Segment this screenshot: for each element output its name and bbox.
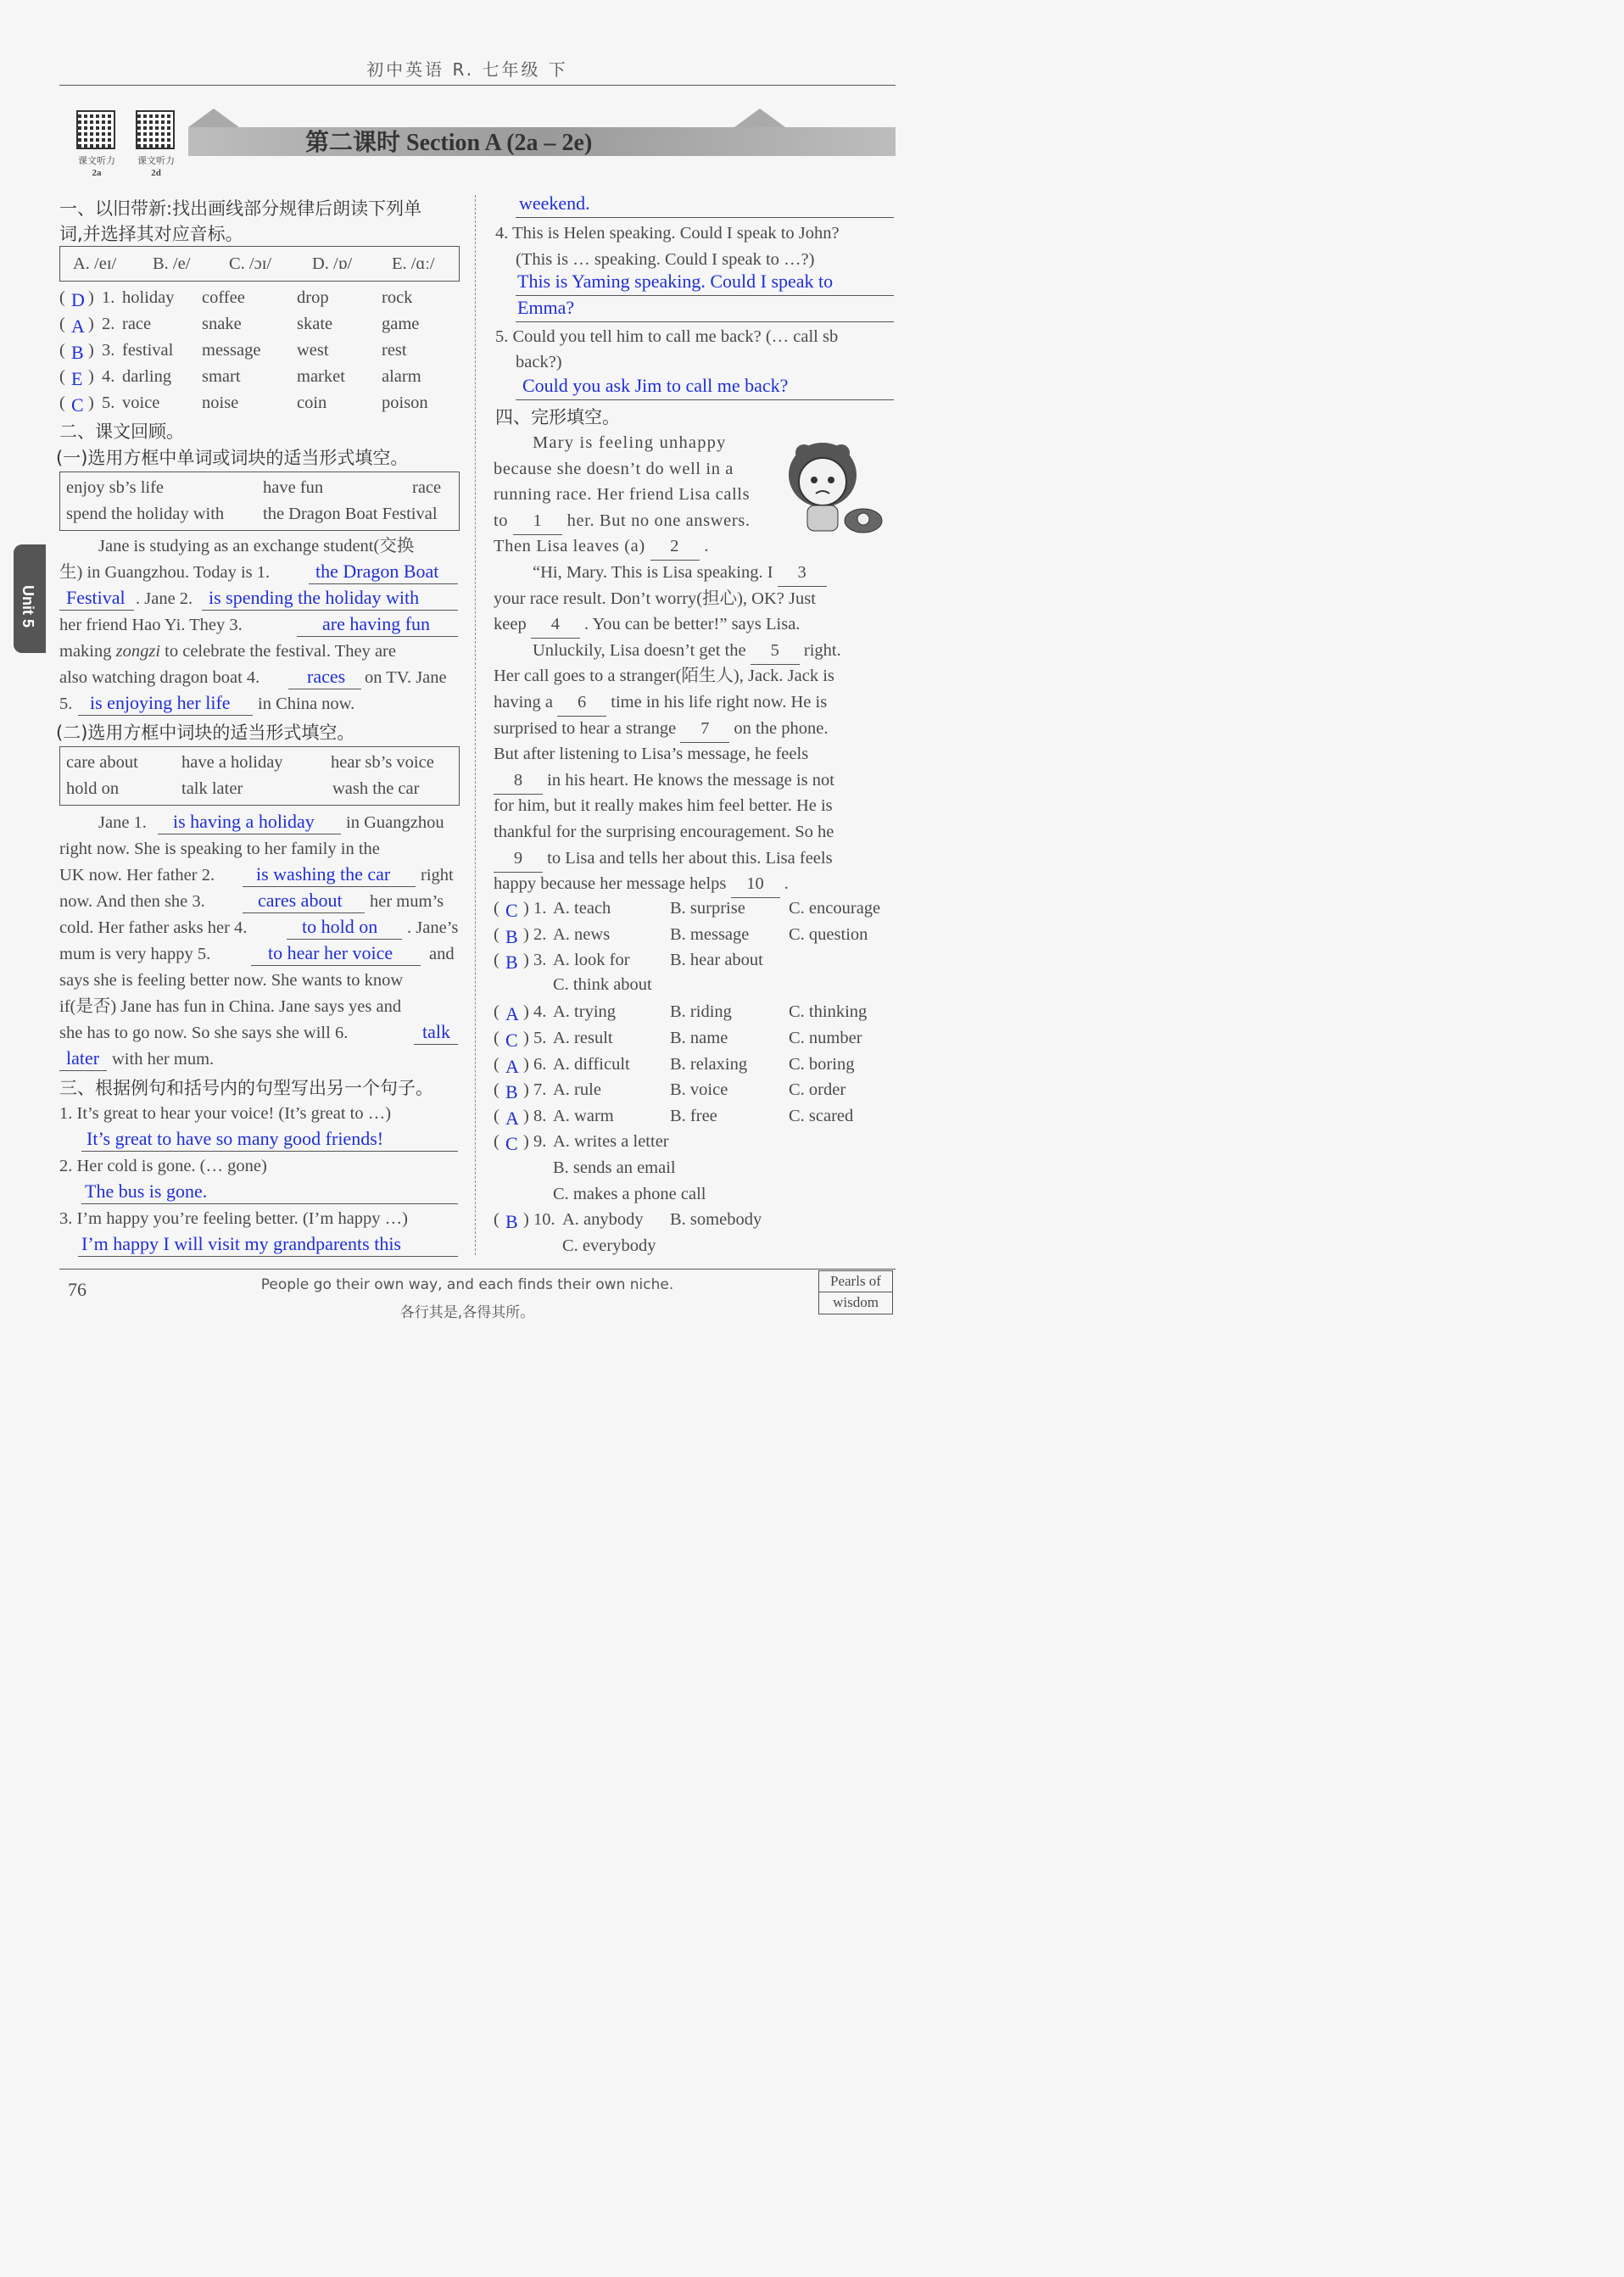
motto-english: People go their own way, and each finds their own niche. — [260, 1276, 674, 1293]
choice-option-b[interactable]: B. surprise — [670, 899, 745, 918]
choice-option-a[interactable]: A. difficult — [553, 1054, 630, 1074]
cloze-blank[interactable]: 9 — [494, 846, 543, 873]
choice-paren: ) — [523, 1210, 529, 1230]
qr-code-icon — [136, 110, 175, 149]
answer: races — [307, 666, 346, 687]
cloze-line: thankful for the surprising encouragement. So he — [494, 823, 834, 841]
part3-heading: 三、根据例句和括号内的句型写出另一个句子。 — [59, 1078, 433, 1098]
passage-line: with her mum. — [112, 1050, 215, 1069]
qr-code-2d[interactable] — [136, 110, 175, 149]
answer: B — [505, 952, 518, 974]
choice-paren: ( — [494, 1029, 499, 1047]
choice-option-b[interactable]: B. hear about — [670, 951, 763, 970]
choice-option-c[interactable]: C. scared — [789, 1106, 854, 1125]
choice-option-b[interactable]: B. sends an email — [553, 1158, 676, 1177]
passage-line: now. And then she 3. — [59, 892, 205, 911]
choice-paren: ) — [523, 899, 529, 918]
badge-line: wisdom — [833, 1294, 879, 1310]
cloze-blank[interactable]: 6 — [557, 689, 606, 717]
cloze-line: 8 in his heart. He knows the message is not — [494, 767, 834, 795]
choice-paren: ( — [494, 1106, 499, 1125]
rewrite-prompt: 5. Could you tell him to call me back? (… call sb — [495, 327, 839, 346]
answer: is washing the car — [256, 863, 391, 885]
cloze-blank[interactable]: 1 — [513, 508, 562, 535]
cloze-line: Mary is feeling unhappy — [533, 433, 727, 452]
answer: B — [71, 342, 84, 363]
choice-option-c[interactable]: C. everybody — [562, 1236, 656, 1255]
cloze-blank[interactable]: 2 — [650, 533, 700, 561]
choice-number: 6. — [533, 1054, 547, 1074]
choice-paren: ( — [494, 1054, 499, 1074]
answer: C — [71, 394, 84, 416]
cloze-line: for him, but it really makes him feel better. He is — [494, 796, 833, 816]
answer: B — [505, 925, 518, 947]
passage-line: . Jane 2. — [136, 589, 193, 608]
answer: to hold on — [302, 916, 378, 937]
cloze-blank[interactable]: 8 — [494, 767, 543, 795]
answer: C — [505, 1030, 518, 1051]
phonetic-option: C. /ɔɪ/ — [229, 254, 272, 273]
phonetic-option: D. /ɒ/ — [312, 254, 353, 273]
choice-paren: ) — [523, 1132, 529, 1152]
answer: A — [505, 1107, 519, 1129]
choice-paren: ( — [494, 1132, 499, 1152]
choice-option-c[interactable]: C. boring — [789, 1054, 855, 1074]
answer: are having fun — [322, 613, 431, 634]
answer: A — [505, 1055, 519, 1077]
passage-line: on TV. Jane — [365, 668, 447, 687]
choice-option-a[interactable]: A. warm — [553, 1106, 614, 1125]
rewrite-prompt: 4. This is Helen speaking. Could I speak to John? — [495, 224, 840, 243]
answer: A — [71, 315, 85, 337]
cloze-line: to 1 her. But no one answers. — [494, 508, 751, 535]
part2-sub2-heading: (二)选用方框中词块的适当形式填空。 — [56, 723, 355, 743]
choice-option-a[interactable]: A. teach — [553, 899, 611, 918]
choice-paren: ( — [494, 1210, 499, 1230]
passage-line: in China now. — [258, 695, 355, 713]
passage-line: UK now. Her father 2. — [59, 866, 215, 885]
phonetic-option: B. /e/ — [153, 254, 191, 273]
cloze-blank[interactable]: 4 — [531, 611, 580, 639]
passage-line: says she is feeling better now. She wants to know — [59, 971, 404, 990]
answer: Festival — [66, 587, 126, 608]
choice-paren: ) — [523, 1106, 529, 1125]
answer: C — [505, 1133, 518, 1155]
qr-caption: 课文听力 — [78, 155, 115, 166]
answer: B — [505, 1211, 518, 1233]
answer: A — [505, 1003, 519, 1025]
phonetic-option: E. /ɑː/ — [392, 254, 435, 273]
choice-option-a[interactable]: A. rule — [553, 1080, 601, 1100]
answer: is enjoying her life — [90, 692, 231, 713]
phonetic-option: A. /eɪ/ — [73, 254, 117, 273]
choice-number: 9. — [533, 1132, 547, 1152]
passage-line: Jane is studying as an exchange student(交换 — [98, 537, 415, 555]
choice-option-b[interactable]: B. free — [670, 1106, 717, 1125]
choice-option-b[interactable]: B. riding — [670, 1002, 732, 1022]
qr-code-icon — [76, 110, 115, 149]
choice-paren: ( — [494, 1002, 499, 1022]
answer: to hear her voice — [268, 942, 393, 963]
answer: It’s great to have so many good friends! — [87, 1128, 384, 1149]
rewrite-prompt: back?) — [516, 353, 562, 371]
choice-number: 10. — [533, 1210, 555, 1230]
cloze-blank[interactable]: 3 — [778, 560, 827, 587]
box-phrase: have a holiday — [181, 753, 283, 772]
part2-sub1-heading: (一)选用方框中单词或词块的适当形式填空。 — [56, 448, 409, 468]
answer: C — [505, 900, 518, 921]
answer: I’m happy I will visit my grandparents this — [81, 1233, 401, 1254]
choice-paren: ) — [523, 1029, 529, 1047]
choice-number: 3. — [533, 951, 547, 970]
badge-line: Pearls of — [819, 1271, 892, 1292]
cloze-line: because she doesn’t do well in a — [494, 459, 734, 478]
cloze-line: But after listening to Lisa’s message, he feels — [494, 745, 809, 764]
choice-paren: ) — [523, 1080, 529, 1100]
box-phrase: spend the holiday with — [66, 505, 225, 523]
choice-option-b[interactable]: B. name — [670, 1029, 728, 1047]
choice-number: 2. — [533, 924, 547, 944]
passage-line: 5. — [59, 695, 73, 713]
part1-heading-cont: 词,并选择其对应音标。 — [59, 224, 243, 244]
answer: Could you ask Jim to call me back? — [522, 375, 789, 396]
choice-paren: ) — [523, 1002, 529, 1022]
qr-sub: 2d — [151, 168, 161, 178]
passage-line: right now. She is speaking to her family in the — [59, 840, 380, 858]
choice-option-a[interactable]: A. trying — [553, 1002, 617, 1022]
choice-paren: ) — [523, 951, 529, 970]
box-phrase: have fun — [263, 478, 324, 497]
choice-option-b[interactable]: B. voice — [670, 1080, 728, 1100]
box-phrase: hear sb’s voice — [331, 753, 434, 772]
answer: talk — [422, 1021, 450, 1042]
cloze-line: Unluckily, Lisa doesn’t get the 5 right. — [533, 638, 841, 665]
answer: B — [505, 1081, 518, 1103]
box-phrase: wash the car — [332, 779, 420, 798]
passage-line: her mum’s — [370, 892, 444, 911]
box-phrase: talk later — [181, 779, 243, 798]
answer: This is Yaming speaking. Could I speak to — [517, 271, 834, 292]
cloze-blank[interactable]: 10 — [731, 871, 780, 898]
answer: the Dragon Boat — [315, 561, 439, 582]
choice-option-c[interactable]: C. thinking — [789, 1002, 868, 1022]
answer: is spending the holiday with — [209, 587, 420, 608]
unit-label: Unit 5 — [20, 585, 36, 628]
choice-option-b[interactable]: B. relaxing — [670, 1054, 748, 1074]
passage-line: right — [421, 866, 454, 885]
box-phrase: race — [412, 478, 442, 497]
cloze-line: “Hi, Mary. This is Lisa speaking. I 3 — [533, 560, 827, 587]
qr-code-2a[interactable] — [76, 110, 115, 149]
choice-paren: ( — [494, 899, 499, 918]
cloze-line: running race. Her friend Lisa calls — [494, 485, 751, 505]
running-header: 初中英语 R. 七年级 下 — [366, 59, 568, 80]
choice-paren: ( — [494, 1080, 499, 1100]
cloze-line: surprised to hear a strange 7 on the phone. — [494, 716, 828, 743]
cloze-line: your race result. Don’t worry(担心), OK? Just — [494, 589, 816, 608]
choice-option-c[interactable]: C. number — [789, 1029, 862, 1047]
answer: D — [71, 289, 85, 310]
answer: cares about — [258, 890, 343, 911]
qr-caption: 课文听力 — [137, 155, 175, 166]
box-phrase: care about — [66, 753, 138, 772]
rewrite-prompt: 1. It’s great to hear your voice! (It’s great to …) — [59, 1104, 392, 1123]
passage-line: in Guangzhou — [346, 813, 444, 832]
choice-option-b[interactable]: B. message — [670, 924, 750, 944]
choice-paren: ( — [494, 951, 499, 970]
passage-line: she has to go now. So she says she will 6. — [59, 1024, 349, 1042]
rewrite-prompt: 2. Her cold is gone. (… gone) — [59, 1157, 267, 1175]
cloze-blank[interactable]: 7 — [680, 716, 729, 743]
box-phrase: the Dragon Boat Festival — [263, 505, 438, 523]
choice-number: 5. — [533, 1029, 547, 1047]
answer: is having a holiday — [173, 811, 315, 832]
choice-option-a[interactable]: A. anybody — [562, 1210, 644, 1230]
banner-triangle-right — [734, 109, 785, 127]
passage-line: cold. Her father asks her 4. — [59, 918, 248, 937]
passage-line: her friend Hao Yi. They 3. — [59, 616, 243, 634]
banner-triangle-left — [188, 109, 239, 127]
passage-line: mum is very happy 5. — [59, 945, 211, 963]
choice-option-a[interactable]: A. news — [553, 924, 611, 944]
rewrite-prompt: 3. I’m happy you’re feeling better. (I’m happy …) — [59, 1209, 409, 1228]
choice-option-c[interactable]: C. encourage — [789, 899, 881, 918]
choice-option-b[interactable]: B. somebody — [670, 1210, 762, 1230]
choice-number: 1. — [533, 899, 547, 918]
part2-heading: 二、课文回顾。 — [59, 421, 184, 442]
choice-option-c[interactable]: C. think about — [553, 974, 652, 994]
footer-rule — [59, 1269, 896, 1270]
cloze-line: happy because her message helps 10 . — [494, 871, 789, 898]
motto-chinese: 各行其是,各得其所。 — [399, 1304, 535, 1321]
choice-option-a[interactable]: A. look for — [553, 951, 630, 970]
lesson-title: 第二课时 Section A (2a – 2e) — [305, 130, 593, 156]
answer: The bus is gone. — [85, 1180, 208, 1202]
part1-heading: 一、以旧带新:找出画线部分规律后朗读下列单 — [59, 198, 422, 219]
column-divider — [475, 195, 476, 1255]
box-phrase: hold on — [66, 779, 120, 798]
cloze-line: keep 4 . You can be better!” says Lisa. — [494, 611, 800, 639]
cloze-line: Then Lisa leaves (a) 2 . — [494, 533, 709, 561]
choice-option-c[interactable]: C. question — [789, 924, 868, 944]
answer: weekend. — [519, 193, 590, 214]
passage-line: Jane 1. — [98, 813, 147, 832]
passage-line: if(是否) Jane has fun in China. Jane says yes and — [59, 997, 402, 1016]
cloze-blank[interactable]: 5 — [751, 638, 800, 665]
choice-number: 4. — [533, 1002, 547, 1022]
answer: later — [66, 1047, 100, 1069]
choice-paren: ) — [523, 1054, 529, 1074]
header-rule — [59, 85, 896, 86]
choice-number: 8. — [533, 1106, 547, 1125]
choice-paren: ( — [494, 924, 499, 944]
answer: E — [71, 368, 83, 389]
passage-line: . Jane’s — [407, 918, 459, 937]
choice-option-a[interactable]: A. writes a letter — [553, 1132, 669, 1152]
passage-line: making zongzi to celebrate the festival. They are — [59, 642, 396, 661]
cloze-line: having a 6 time in his life right now. He is — [494, 689, 827, 717]
rewrite-prompt: (This is … speaking. Could I speak to …?) — [516, 250, 815, 269]
answer: Emma? — [517, 297, 575, 318]
passage-line: 生) in Guangzhou. Today is 1. — [59, 563, 271, 582]
pearls-of-wisdom-badge — [818, 1270, 893, 1314]
passage-line: and — [429, 945, 455, 963]
box-phrase: enjoy sb’s life — [66, 478, 165, 497]
cartoon-girl-phone-icon — [779, 434, 887, 544]
passage-line: also watching dragon boat 4. — [59, 668, 260, 687]
cloze-line: Her call goes to a stranger(陌生人), Jack. Jack is — [494, 667, 834, 686]
part4-heading: 四、完形填空。 — [495, 407, 620, 427]
qr-sub: 2a — [92, 168, 102, 178]
choice-number: 7. — [533, 1080, 547, 1100]
choice-paren: ) — [523, 924, 529, 944]
choice-option-a[interactable]: A. result — [553, 1029, 613, 1047]
cloze-line: 9 to Lisa and tells her about this. Lisa feels — [494, 846, 833, 873]
choice-option-c[interactable]: C. order — [789, 1080, 846, 1100]
choice-option-c[interactable]: C. makes a phone call — [553, 1184, 706, 1203]
page-number: 76 — [68, 1279, 87, 1300]
